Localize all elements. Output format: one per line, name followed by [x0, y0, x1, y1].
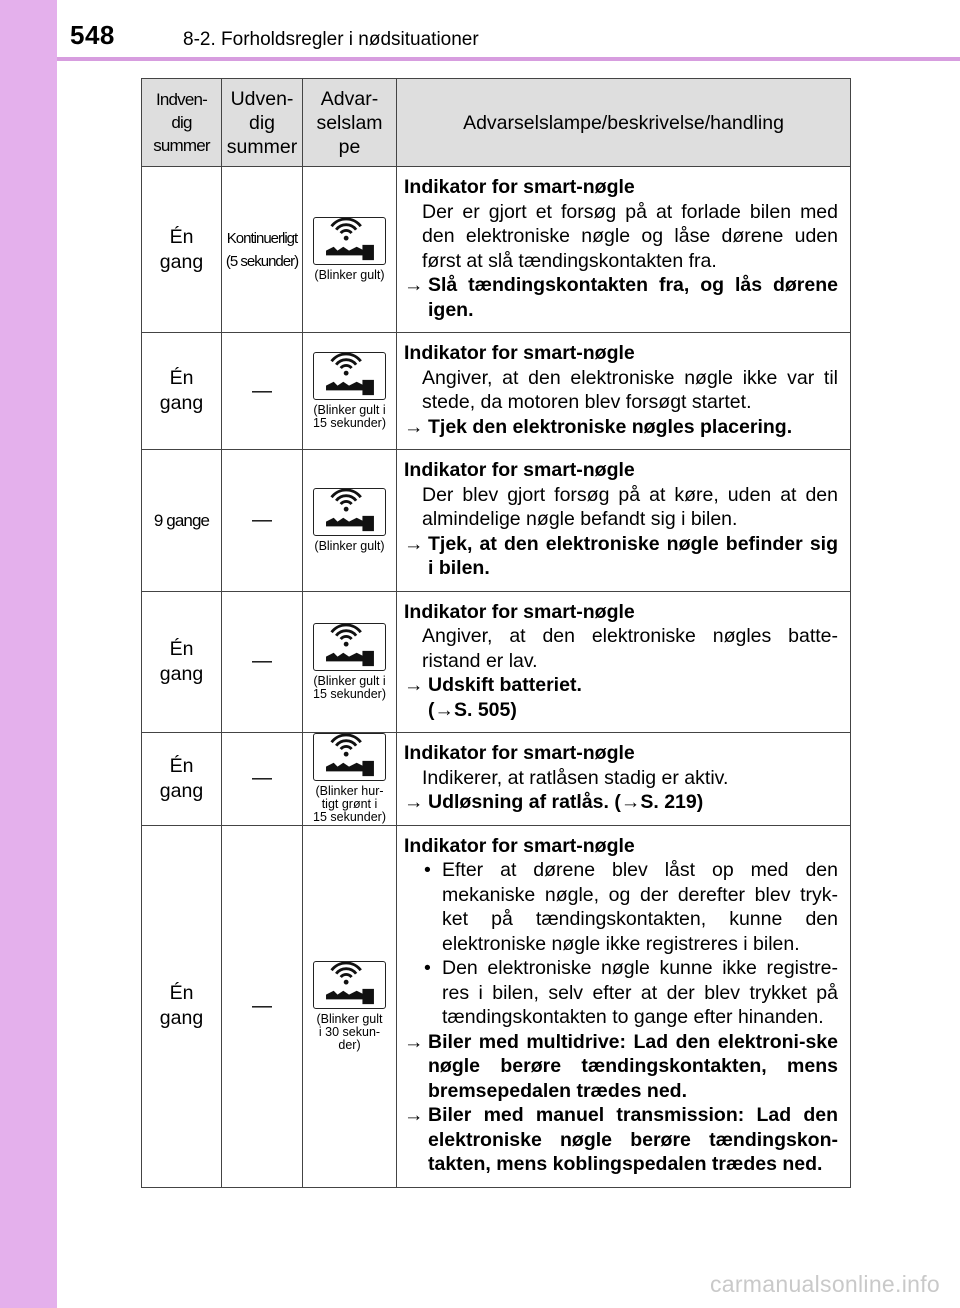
arrow-icon: → — [404, 791, 424, 813]
warning-lamp-cell — [303, 733, 397, 826]
smart-key-indicator-icon — [313, 733, 386, 781]
smart-key-indicator-icon — [313, 217, 386, 265]
chapter-side-tab — [0, 0, 57, 1308]
warning-lamp-cell — [303, 825, 397, 1187]
description-text: Der er gjort et forsøg på at forlade bilen med den elektroniske nøgle og låse dørene uden først at slå tændingskontakten fra. — [422, 200, 838, 272]
exterior-buzzer-cell: — — [222, 825, 303, 1187]
table-row — [142, 591, 851, 733]
header-warning-lamp: Advar- selslam pe — [303, 79, 397, 167]
description-cell — [397, 450, 851, 592]
table-row — [142, 825, 851, 1187]
interior-buzzer-cell: Én gang — [142, 733, 222, 826]
warning-lamp-cell — [303, 591, 397, 733]
page-reference: (→S. 505) — [428, 698, 517, 721]
table-row — [142, 733, 851, 826]
smart-key-indicator-icon — [313, 961, 386, 1009]
description-text: Indikerer, at ratlåsen stadig er aktiv. — [422, 766, 729, 789]
header-description: Advarselslampe/beskrivelse/handling — [397, 79, 851, 167]
lamp-note: (Blinker gult i 15 sekunder) — [313, 403, 386, 430]
header-interior-buzzer: Indven- dig summer — [142, 79, 222, 167]
action-text: → Slå tændingskontakten fra, og lås dørene igen. — [404, 274, 838, 321]
arrow-icon: → — [404, 674, 424, 696]
action-text: → Udskift batteriet. — [404, 674, 582, 696]
arrow-icon: → — [404, 274, 424, 296]
table-row — [142, 450, 851, 592]
interior-buzzer-cell: Én gang — [142, 825, 222, 1187]
action-text: → Biler med multidrive: Lad den elektroni-ske nøgle berøre tændingskontakten, mens bremsepedalen trædes ned. — [404, 1030, 838, 1102]
interior-buzzer-cell: 9 gange — [142, 450, 222, 592]
action-text: → Tjek den elektroniske nøgles placering. — [404, 415, 793, 438]
indicator-title: Indikator for smart-nøgle — [404, 459, 635, 481]
table-row — [142, 333, 851, 450]
header-exterior-buzzer: Udven- dig summer — [222, 79, 303, 167]
description-text: Angiver, at den elektroniske nøgle ikke var til stede, da motoren blev forsøgt startet. — [422, 366, 838, 413]
description-cell — [397, 733, 851, 826]
arrow-icon: → — [404, 1030, 424, 1053]
warning-lamp-cell — [303, 333, 397, 450]
smart-key-indicator-icon — [313, 488, 386, 536]
bullet-icon: • — [424, 957, 431, 979]
description-bullet: • Efter at dørene blev låst op med den mekaniske nøgle, og der derefter blev tryk-ket på tændingskontakten, kunne den elektroniske nøgle ikke registreres i bilen. — [424, 859, 838, 955]
warning-lamp-cell — [303, 450, 397, 592]
description-text: Der blev gjort forsøg på at køre, uden at den almindelige nøgle befandt sig i bilen. — [422, 483, 838, 530]
description-cell — [397, 333, 851, 450]
lamp-note: (Blinker hur- tigt grønt i 15 sekunder) — [313, 784, 386, 825]
exterior-buzzer-cell: — — [222, 591, 303, 733]
action-text: → Biler med manuel transmission: Lad den elektroniske nøgle berøre tændingskon-takten, mens koblingspedalen trædes ned. — [404, 1104, 838, 1175]
lamp-note: (Blinker gult) — [314, 538, 385, 553]
description-text: Angiver, at den elektroniske nøgles batte-ristand er lav. — [422, 625, 838, 672]
description-cell — [397, 167, 851, 333]
exterior-buzzer-cell: Kontinuerligt (5 sekunder) — [222, 167, 303, 333]
table-row — [142, 167, 851, 333]
table-header-row — [142, 79, 851, 167]
description-bullet: • Den elektroniske nøgle kunne ikke registre-res i bilen, selv efter at der blev trykket på tændingskontakten to gange efter hinanden. — [424, 957, 838, 1028]
exterior-buzzer-cell: — — [222, 450, 303, 592]
description-cell — [397, 825, 851, 1187]
indicator-title: Indikator for smart-nøgle — [404, 834, 635, 857]
page-number: 548 — [70, 20, 115, 50]
indicator-title: Indikator for smart-nøgle — [404, 742, 635, 764]
watermark: carmanualsonline.info — [709, 1271, 940, 1297]
exterior-buzzer-cell: — — [222, 333, 303, 450]
interior-buzzer-cell: Én gang — [142, 591, 222, 733]
exterior-buzzer-cell: — — [222, 733, 303, 826]
header-rule — [57, 57, 960, 61]
lamp-note: (Blinker gult) — [314, 268, 385, 282]
interior-buzzer-cell: Én gang — [142, 333, 222, 450]
section-title: 8-2. Forholdsregler i nødsituationer — [183, 29, 479, 50]
arrow-icon: → — [404, 1104, 424, 1126]
arrow-icon: → — [404, 532, 424, 555]
action-text: → Tjek, at den elektroniske nøgle befinder sig i bilen. — [404, 532, 838, 579]
action-text: → Udløsning af ratlås. (→S. 219) — [404, 791, 704, 813]
description-cell — [397, 591, 851, 733]
bullet-icon: • — [424, 859, 431, 881]
indicator-title: Indikator for smart-nøgle — [404, 342, 635, 364]
interior-buzzer-cell: Én gang — [142, 167, 222, 333]
indicator-title: Indikator for smart-nøgle — [404, 600, 635, 623]
smart-key-indicator-icon — [313, 352, 386, 400]
lamp-note: (Blinker gult i 30 sekun- der) — [316, 1011, 383, 1052]
warning-table — [141, 78, 851, 1188]
smart-key-indicator-icon — [313, 623, 386, 671]
arrow-icon: → — [404, 415, 424, 438]
indicator-title: Indikator for smart-nøgle — [404, 176, 635, 198]
warning-lamp-cell — [303, 167, 397, 333]
lamp-note: (Blinker gult i 15 sekunder) — [313, 673, 386, 701]
